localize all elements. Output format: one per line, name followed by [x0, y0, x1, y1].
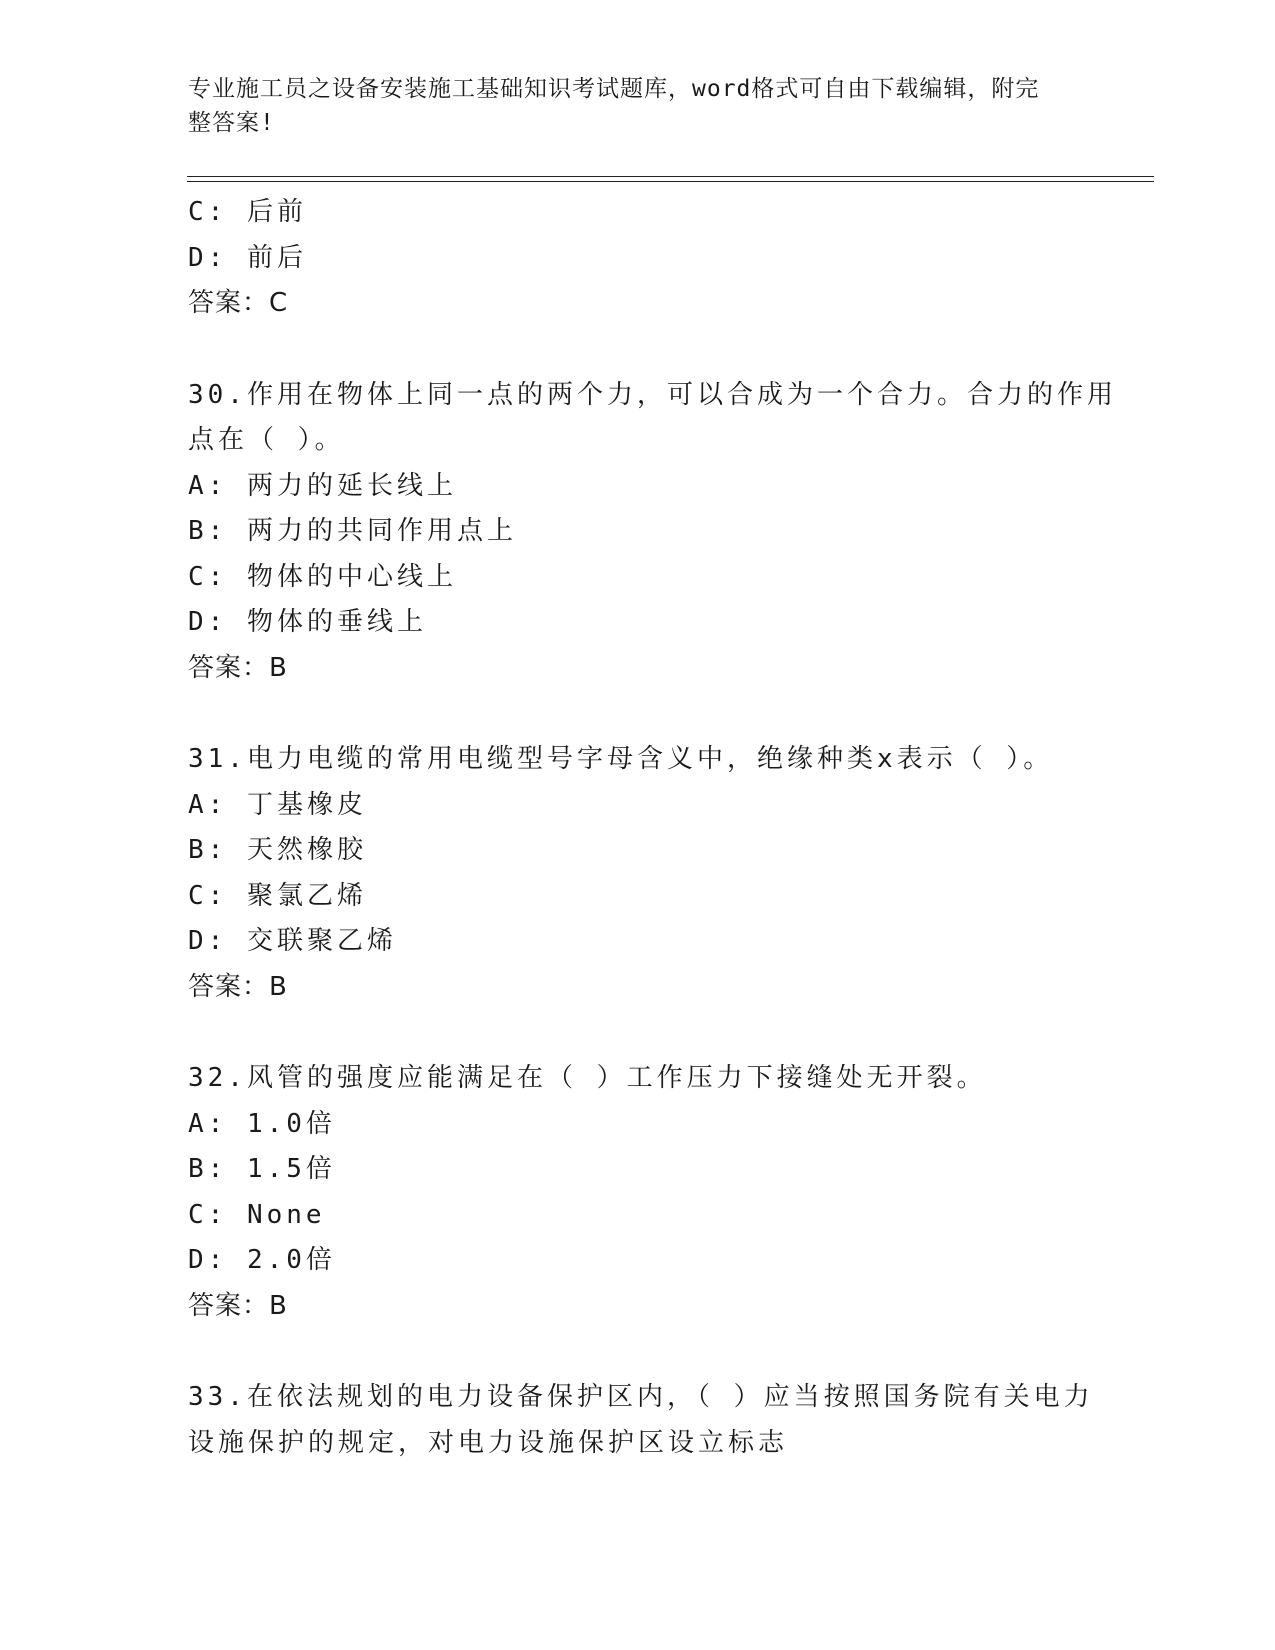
option-a: A: 丁基橡皮 [188, 789, 367, 820]
question-text: 32.风管的强度应能满足在（ ）工作压力下接缝处无开裂。 [188, 1063, 987, 1093]
option-d: D: 物体的垂线上 [188, 607, 427, 637]
question-32 [188, 1056, 1088, 1329]
document-header [188, 72, 1068, 140]
answer: 答案：C [188, 288, 289, 318]
answer: 答案：B [188, 1290, 288, 1321]
header-rule-top [187, 176, 1154, 177]
header-rule-bottom [187, 181, 1154, 182]
option-c: C: None [188, 1199, 326, 1230]
option-c: C: 物体的中心线上 [188, 561, 457, 592]
option-c: C: 聚氯乙烯 [188, 880, 367, 911]
option-d: D: 前后 [188, 242, 307, 273]
option-a: A: 两力的延长线上 [188, 470, 457, 501]
option-b: B: 天然橡胶 [188, 835, 367, 865]
header-line-2: 整答案! [188, 110, 275, 136]
answer: 答案：B [188, 971, 288, 1002]
answer: 答案：B [188, 652, 288, 683]
question-text: 点在（ ）。 [188, 425, 345, 455]
question-30 [188, 373, 1117, 692]
question-29-tail [188, 190, 1088, 327]
question-text: 31.电力电缆的常用电缆型号字母含义中，绝缘种类x表示（ ）。 [188, 744, 1054, 774]
question-list [188, 190, 1117, 1466]
question-text: 设施保护的规定，对电力设施保护区设立标志 [188, 1427, 789, 1458]
option-d: D: 2.0倍 [188, 1245, 336, 1275]
option-c: C: 后前 [188, 197, 307, 227]
question-text: 30.作用在物体上同一点的两个力，可以合成为一个合力。合力的作用 [188, 379, 1117, 410]
question-33 [188, 1375, 1094, 1466]
header-line-1: 专业施工员之设备安装施工基础知识考试题库，word格式可自由下载编辑，附完 [188, 76, 1040, 102]
option-d: D: 交联聚乙烯 [188, 926, 397, 956]
question-31 [188, 737, 1088, 1010]
question-text: 33.在依法规划的电力设备保护区内，（ ）应当按照国务院有关电力 [188, 1382, 1094, 1412]
option-b: B: 1.5倍 [188, 1154, 336, 1184]
option-b: B: 两力的共同作用点上 [188, 516, 517, 546]
option-a: A: 1.0倍 [188, 1108, 336, 1139]
